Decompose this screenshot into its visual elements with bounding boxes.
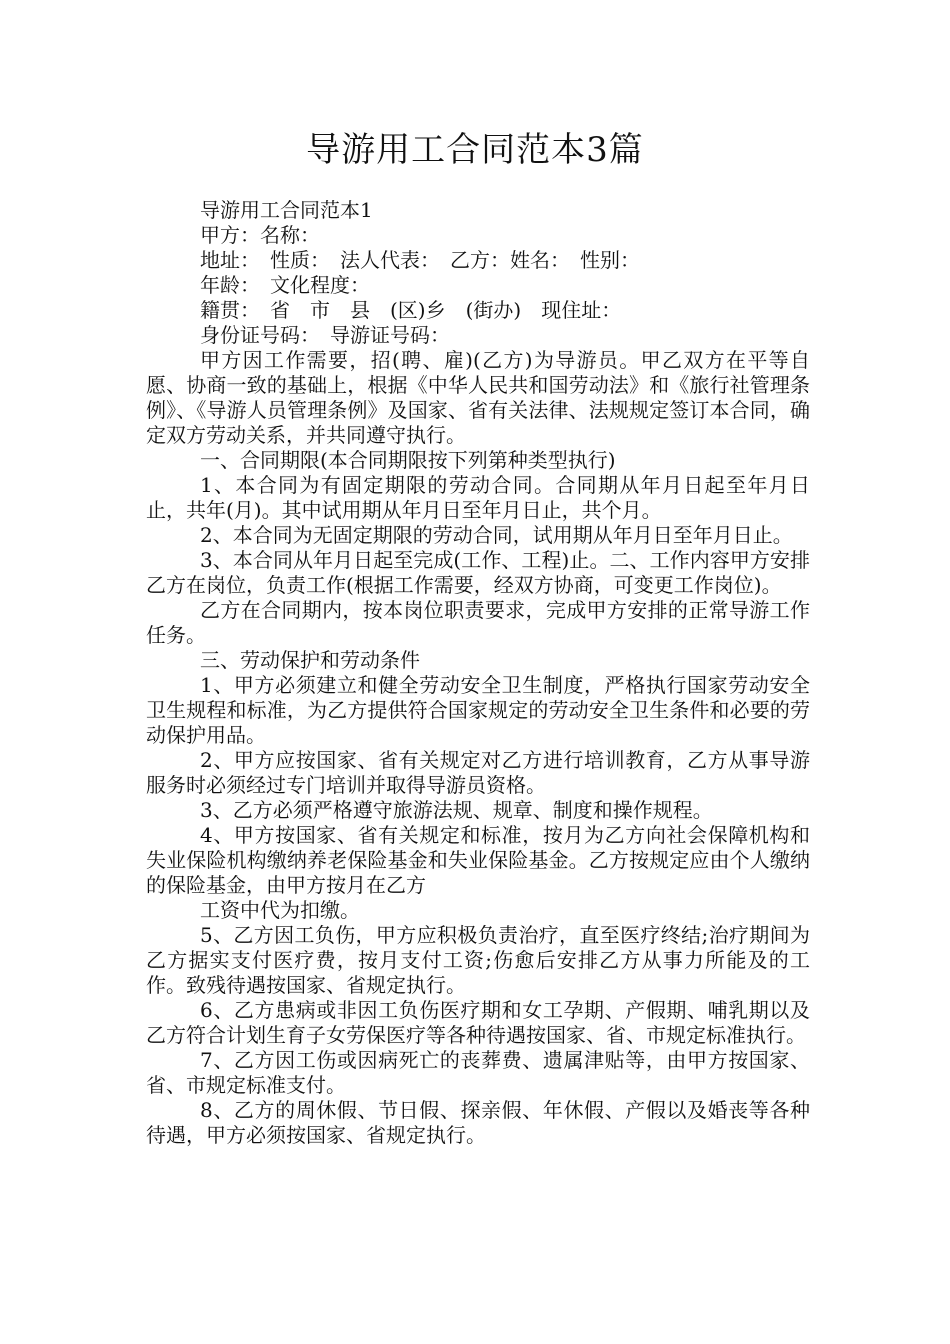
clause-paragraph: 6、乙方患病或非因工负伤医疗期和女工孕期、产假期、哺乳期以及乙方符合计划生育子女劳保医疗等各种待遇按国家、省、市规定标准执行。 [146, 998, 810, 1047]
clause-paragraph: 工资中代为扣缴。 [200, 898, 360, 922]
document-title: 导游用工合同范本3篇 [306, 130, 644, 170]
clause-paragraph: 1、本合同为有固定期限的劳动合同。合同期从年月日起至年月日止，共年(月)。其中试用期从年月日至年月日止，共个月。 [146, 473, 810, 522]
clause-heading: 一、合同期限(本合同期限按下列第种类型执行) [200, 448, 616, 472]
clause-paragraph: 3、本合同从年月日起至完成(工作、工程)止。二、工作内容甲方安排乙方在岗位，负责工作(根据工作需要，经双方协商，可变更工作岗位)。 [146, 548, 810, 597]
clause-paragraph: 4、甲方按国家、省有关规定和标准，按月为乙方向社会保障机构和失业保险机构缴纳养老保险基金和失业保险基金。乙方按规定应由个人缴纳的保险基金，由甲方按月在乙方 [146, 823, 810, 897]
preamble-paragraph: 甲方因工作需要，招(聘、雇)(乙方)为导游员。甲乙双方在平等自愿、协商一致的基础上，根据《中华人民共和国劳动法》和《旅行社管理条例》、《导游人员管理条例》及国家、省有关法律、法规规定签订本合同，确定双方劳动关系，并共同遵守执行。 [146, 348, 810, 447]
clause-paragraph: 7、乙方因工伤或因病死亡的丧葬费、遗属津贴等，由甲方按国家、省、市规定标准支付。 [146, 1048, 810, 1097]
address-line: 地址： 性质： 法人代表： 乙方：姓名： 性别： [200, 248, 640, 272]
native-place-line: 籍贯： 省 市 县 (区)乡 (街办) 现住址： [200, 298, 622, 322]
party-a-name-line: 甲方：名称： [200, 223, 320, 247]
id-number-line: 身份证号码： 导游证号码： [200, 323, 450, 347]
clause-paragraph: 2、本合同为无固定期限的劳动合同，试用期从年月日至年月日止。 [200, 523, 793, 547]
age-education-line: 年龄： 文化程度： [200, 273, 370, 297]
clause-paragraph: 乙方在合同期内，按本岗位职责要求，完成甲方安排的正常导游工作任务。 [146, 598, 810, 647]
document-body [146, 198, 810, 1148]
clause-paragraph: 3、乙方必须严格遵守旅游法规、规章、制度和操作规程。 [200, 798, 713, 822]
clause-heading: 三、劳动保护和劳动条件 [200, 648, 420, 672]
section-heading: 导游用工合同范本1 [200, 198, 373, 222]
clause-paragraph: 5、乙方因工负伤，甲方应积极负责治疗，直至医疗终结;治疗期间为乙方据实支付医疗费，按月支付工资;伤愈后安排乙方从事力所能及的工作。致残待遇按国家、省规定执行。 [146, 923, 810, 997]
clause-paragraph: 2、甲方应按国家、省有关规定对乙方进行培训教育，乙方从事导游服务时必须经过专门培训并取得导游员资格。 [146, 748, 810, 797]
clause-paragraph: 1、甲方必须建立和健全劳动安全卫生制度，严格执行国家劳动安全卫生规程和标准，为乙方提供符合国家规定的劳动安全卫生条件和必要的劳动保护用品。 [146, 673, 810, 747]
clause-paragraph: 8、乙方的周休假、节日假、探亲假、年休假、产假以及婚丧等各种待遇，甲方必须按国家、省规定执行。 [146, 1098, 810, 1147]
